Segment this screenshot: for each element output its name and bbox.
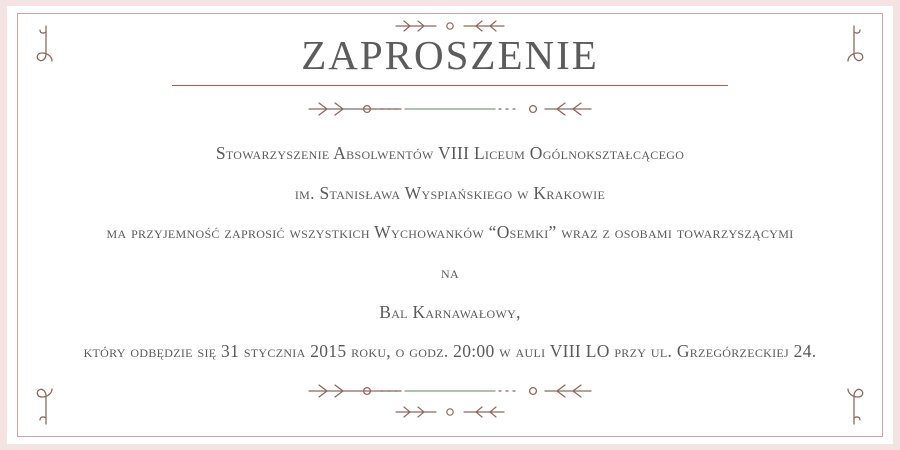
arrow-divider-bottom-icon xyxy=(305,380,595,402)
body-line-3: ma przyjemność zaprosić wszystkich Wychowanków “Osemki” wraz z osobami towarzyszącymi xyxy=(106,222,794,243)
body-line-1: Stowarzyszenie Absolwentów VIII Liceum Ogólnokształcącego xyxy=(215,143,685,164)
body-line-4: na xyxy=(441,261,459,282)
arrow-divider-top-icon xyxy=(305,98,595,120)
body-line-6: który odbędzie się 31 stycznia 2015 roku, o godz. 20:00 w auli VIII LO przy ul. Grzegórzeckiej 24. xyxy=(83,341,817,362)
bottom-ornament-group xyxy=(7,380,893,420)
invitation-body xyxy=(80,142,820,364)
page-title: ZAPROSZENIE xyxy=(301,32,599,78)
body-line-5: Bal Karnawałowy, xyxy=(379,301,521,322)
arrow-ornament-bottom-icon xyxy=(390,404,510,420)
body-line-2: im. Stanisława Wyspiańskiego w Krakowie xyxy=(294,182,606,203)
title-underline-rule xyxy=(172,85,728,86)
card-content xyxy=(7,6,893,444)
